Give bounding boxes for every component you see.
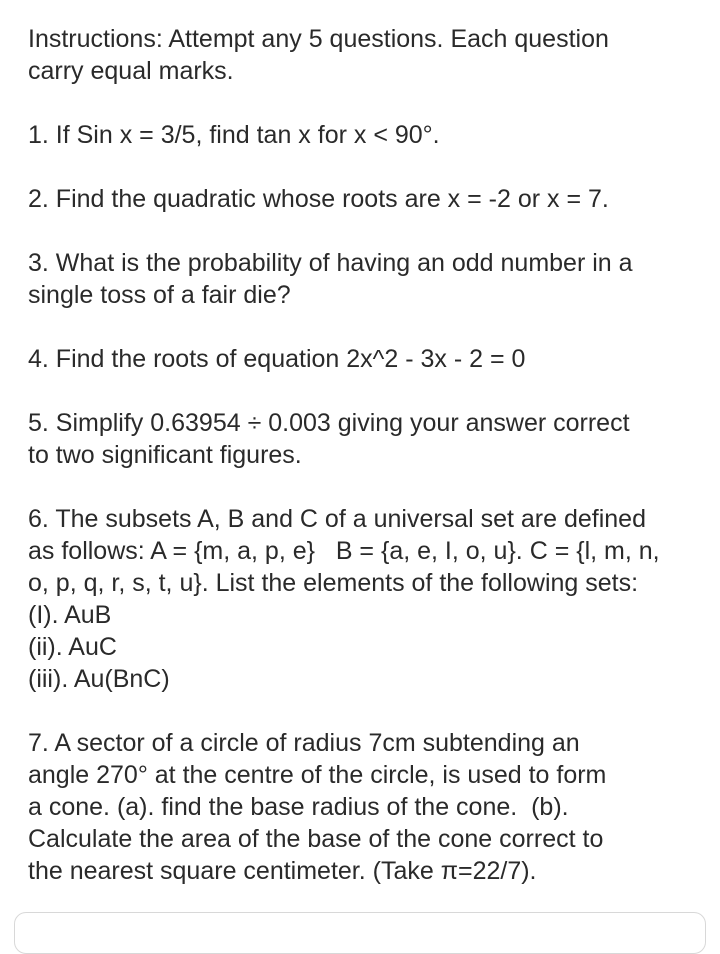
question-line: angle 270° at the centre of the circle, is used to form bbox=[28, 761, 607, 789]
question-line: Calculate the area of the base of the cone correct to bbox=[28, 825, 604, 853]
question-line: single toss of a fair die? bbox=[28, 281, 291, 309]
question-line: 6. The subsets A, B and C of a universal set are defined bbox=[28, 505, 646, 533]
question-line: 5. Simplify 0.63954 ÷ 0.003 giving your answer correct bbox=[28, 409, 630, 437]
instructions-line: carry equal marks. bbox=[28, 57, 234, 85]
question-line: 1. If Sin x = 3/5, find tan x for x < 90°. bbox=[28, 121, 440, 149]
question-line: as follows: A = {m, a, p, e} B = {a, e, I, o, u}. C = {l, m, n, bbox=[28, 537, 660, 565]
question-line: 3. What is the probability of having an odd number in a bbox=[28, 249, 633, 277]
sub-question-line: (ii). AuC bbox=[28, 633, 117, 661]
sub-question-line: (I). AuB bbox=[28, 601, 112, 629]
instructions-line: Instructions: Attempt any 5 questions. Each question bbox=[28, 25, 609, 53]
question-line: the nearest square centimeter. (Take π=22/7). bbox=[28, 857, 537, 885]
question-line: o, p, q, r, s, t, u}. List the elements of the following sets: bbox=[28, 569, 639, 597]
question-5 bbox=[28, 407, 696, 471]
question-2 bbox=[28, 183, 696, 215]
question-1 bbox=[28, 119, 696, 151]
sub-question-line: (iii). Au(BnC) bbox=[28, 665, 170, 693]
question-line: 2. Find the quadratic whose roots are x = -2 or x = 7. bbox=[28, 185, 609, 213]
question-3 bbox=[28, 247, 696, 311]
question-line: 4. Find the roots of equation 2x^2 - 3x - 2 = 0 bbox=[28, 345, 526, 373]
question-line: 7. A sector of a circle of radius 7cm subtending an bbox=[28, 729, 580, 757]
instructions bbox=[28, 23, 696, 87]
question-7 bbox=[28, 727, 696, 887]
question-line: a cone. (a). find the base radius of the cone. (b). bbox=[28, 793, 569, 821]
question-line: to two significant figures. bbox=[28, 441, 302, 469]
question-6 bbox=[28, 503, 696, 695]
question-4 bbox=[28, 343, 696, 375]
bottom-card-edge bbox=[14, 912, 706, 954]
